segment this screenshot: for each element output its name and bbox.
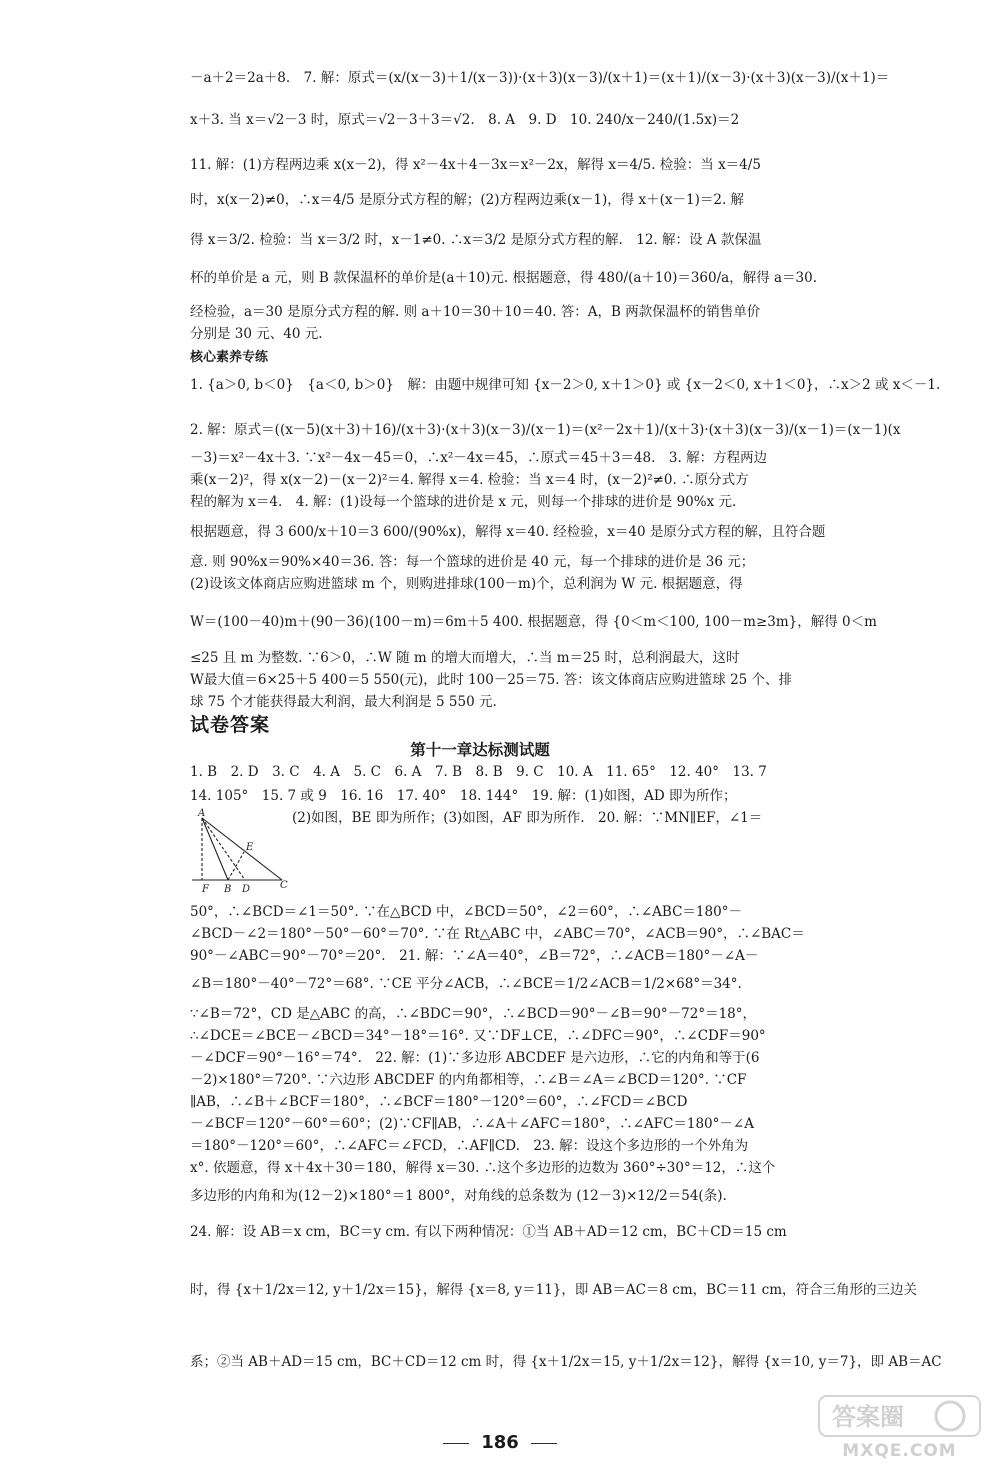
text-line: ∥AB，∴∠B＋∠BCF＝180°，∴∠BCF＝180°－120°＝60°，∴∠FCD＝∠BCD (190, 1094, 688, 1110)
text-line: x＋3. 当 x＝√2－3 时，原式＝√2－3＋3＝√2. 8. A 9. D 10. 240/x－240/(1.5x)＝2 (190, 112, 740, 128)
section-heading-chapter-test: 第十一章达标测试题 (410, 740, 550, 759)
text-line: 多边形的内角和为(12－2)×180°＝1 800°，对角线的总条数为 (12－3)×12/2＝54(条). (190, 1188, 727, 1204)
section-heading-core: 核心素养专练 (190, 350, 269, 365)
text-line: 时，x(x－2)≠0，∴x＝4/5 是原分式方程的解；(2)方程两边乘(x－1)，得 x＋(x－1)＝2. 解 (190, 192, 745, 208)
watermark-site: MXQE.COM (842, 1441, 957, 1461)
text-line: 意. 则 90%x＝90%×40＝36. 答：每一个篮球的进价是 40 元，每一个排球的进价是 36 元； (190, 554, 755, 570)
text-line: 根据题意，得 3 600/x＋10＝3 600/(90%x)，解得 x＝40. 经检验，x＝40 是原分式方程的解，且符合题 (190, 524, 826, 540)
figure-label-d: D (242, 884, 251, 895)
watermark-brand-icon (818, 1395, 981, 1437)
triangle-figure (190, 808, 290, 898)
text-line: ∵∠B＝72°，CD 是△ABC 的高，∴∠BDC＝90°，∴∠BCD＝90°－∠B＝90°－72°＝18°， (190, 1006, 757, 1022)
figure-label-e: E (246, 842, 254, 853)
text-line: －∠BCF＝120°－60°＝60°；(2)∵CF∥AB，∴∠A＋∠AFC＝180°，∴∠AFC＝180°－∠A (190, 1116, 754, 1132)
text-line: 分别是 30 元、40 元. (190, 326, 323, 342)
text-line: 1. {a＞0, b＜0} {a＜0, b＞0} 解：由题中规律可知 {x－2＞0, x＋1＞0} 或 {x－2＜0, x＋1＜0}，∴x＞2 或 x＜－1. (190, 377, 941, 393)
side-ab (202, 818, 228, 880)
text-line: 14. 105° 15. 7 或 9 16. 16 17. 40° 18. 144° 19. 解：(1)如图，AD 即为所作； (190, 788, 737, 804)
side-ac (202, 818, 282, 880)
text-line: 乘(x－2)²，得 x(x－2)－(x－2)²＝4. 解得 x＝4. 检验：当 x＝4 时，(x－2)²≠0. ∴原分式方 (190, 472, 749, 488)
text-line: 时，得 {x＋1/2x＝12, y＋1/2x＝15}，解得 {x＝8, y＝11}，即 AB＝AC＝8 cm，BC＝11 cm，符合三角形的三边关 (190, 1282, 918, 1298)
text-line: －a＋2＝2a＋8. 7. 解：原式＝(x/(x－3)＋1/(x－3))·(x＋3)(x－3)/(x＋1)＝(x＋1)/(x－3)·(x＋3)(x－3)/(x＋1)＝ (190, 70, 890, 86)
text-line: ∴∠DCE＝∠BCE－∠BCD＝34°－18°＝16°. 又∵DF⊥CE，∴∠DFC＝90°，∴∠CDF＝90° (190, 1028, 766, 1044)
text-line: x°. 依题意，得 x＋4x＋30＝180，解得 x＝30. ∴这个多边形的边数为 360°÷30°＝12，∴这个 (190, 1160, 776, 1176)
text-line: (2)如图，BE 即为所作；(3)如图，AF 即为所作. 20. 解：∵MN∥EF，∠1＝ (292, 810, 763, 826)
figure-label-b: B (224, 884, 232, 895)
text-line: ∠BCD－∠2＝180°－50°－60°＝70°. ∵在 Rt△ABC 中，∠ABC＝70°，∠ACB＝90°，∴∠BAC＝ (190, 926, 805, 942)
text-line: ＝180°－120°＝60°，∴∠AFC＝∠FCD，∴AF∥CD. 23. 解：设这个多边形的一个外角为 (190, 1138, 749, 1154)
section-heading-answers: 试卷答案 (190, 714, 271, 736)
text-line: 球 75 个才能获得最大利润，最大利润是 5 550 元. (190, 694, 497, 710)
figure-label-c: C (280, 880, 288, 891)
watermark-brand-text: 答案圈 (832, 1403, 904, 1431)
text-line: －∠DCF＝90°－16°＝74°. 22. 解：(1)∵多边形 ABCDEF 是六边形，∴它的内角和等于(6 (190, 1050, 760, 1066)
page-number-value: 186 (481, 1432, 519, 1453)
text-line: 24. 解：设 AB＝x cm，BC＝y cm. 有以下两种情况：①当 AB＋AD＝12 cm，BC＋CD＝15 cm (190, 1224, 787, 1240)
text-line: 程的解为 x＝4. 4. 解：(1)设每一个篮球的进价是 x 元，则每一个排球的进价是 90%x 元. (190, 494, 737, 510)
text-line: 11. 解：(1)方程两边乘 x(x－2)，得 x²－4x＋4－3x＝x²－2x，解得 x＝4/5. 检验：当 x＝4/5 (190, 157, 761, 173)
figure-label-f: F (202, 884, 209, 895)
text-line: 1. B 2. D 3. C 4. A 5. C 6. A 7. B 8. B 9. C 10. A 11. 65° 12. 40° 13. 7 (190, 764, 767, 780)
figure-label-a: A (198, 808, 206, 819)
text-line: (2)设该文体商店应购进篮球 m 个，则购进排球(100－m)个，总利润为 W 元. 根据题意，得 (190, 576, 743, 592)
text-line: W＝(100－40)m＋(90－36)(100－m)＝6m＋5 400. 根据题意，得 {0＜m＜100, 100－m≥3m}，解得 0＜m (190, 614, 877, 630)
text-line: 2. 解：原式＝((x－5)(x＋3)＋16)/(x＋3)·(x＋3)(x－3)/(x－1)＝(x²－2x＋1)/(x＋3)·(x＋3)(x－3)/(x－1)＝(x－1)(x (190, 422, 901, 438)
text-line: －3)＝x²－4x＋3. ∵x²－4x－45＝0，∴x²－4x＝45，∴原式＝45＋3＝48. 3. 解：方程两边 (190, 450, 768, 466)
text-line: 得 x＝3/2. 检验：当 x＝3/2 时，x－1≠0. ∴x＝3/2 是原分式方程的解. 12. 解：设 A 款保温 (190, 232, 762, 248)
text-line: ≤25 且 m 为整数. ∵6＞0，∴W 随 m 的增大而增大，∴当 m＝25 时，总利润最大，这时 (190, 650, 740, 666)
text-line: 经检验，a＝30 是原分式方程的解. 则 a＋10＝30＋10＝40. 答：A，B 两款保温杯的销售单价 (190, 304, 761, 320)
watermark-logo (812, 1395, 987, 1465)
text-line: W最大值＝6×25＋5 400＝5 550(元)，此时 100－25＝75. 答：该文体商店应购进篮球 25 个、排 (190, 672, 793, 688)
text-line: 50°，∴∠BCD＝∠1＝50°. ∵在△BCD 中，∠BCD＝50°，∠2＝60°，∴∠ABC＝180°－ (190, 904, 742, 920)
segment-ad (202, 818, 245, 880)
text-line: 系；②当 AB＋AD＝15 cm，BC＋CD＝12 cm 时，得 {x＋1/2x＝15, y＋1/2x＝12}，解得 {x＝10, y＝7}，即 AB＝AC (190, 1354, 942, 1370)
text-line: 90°－∠ABC＝90°－70°＝20°. 21. 解：∵∠A＝40°，∠B＝72°，∴∠ACB＝180°－∠A－ (190, 948, 759, 964)
text-line: 杯的单价是 a 元，则 B 款保温杯的单价是(a＋10)元. 根据题意，得 480/(a＋10)＝360/a，解得 a＝30. (190, 270, 818, 286)
text-line: ∠B＝180°－40°－72°＝68°. ∵CE 平分∠ACB，∴∠BCE＝1/2∠ACB＝1/2×68°＝34°. (190, 976, 742, 992)
text-line: －2)×180°＝720°. ∵六边形 ABCDEF 的内角都相等，∴∠B＝∠A＝∠BCD＝120°. ∵CF (190, 1072, 747, 1088)
